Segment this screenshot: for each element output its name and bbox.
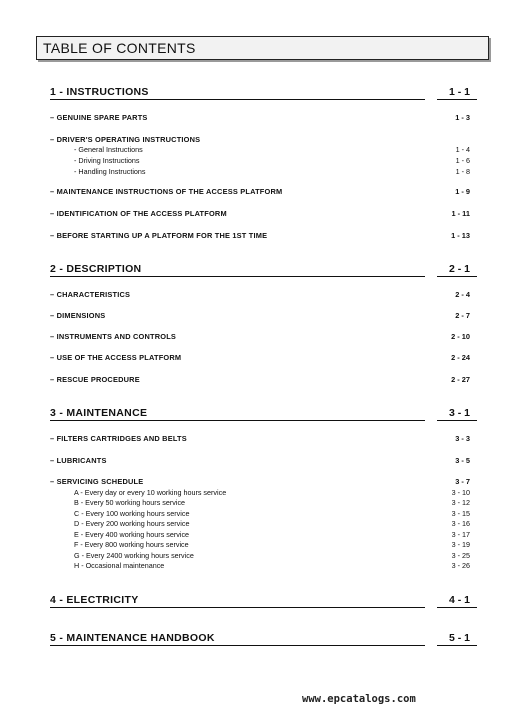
toc-entry-label: – BEFORE STARTING UP A PLATFORM FOR THE 1ST TIME (50, 231, 268, 240)
toc-entry-label: – INSTRUMENTS AND CONTROLS (50, 332, 177, 341)
toc-subentry-page: 3 - 12 (451, 498, 470, 507)
section-3-rule (50, 420, 425, 421)
toc-entry-page: 2 - 27 (451, 375, 470, 384)
toc-entry-page: 1 - 13 (451, 231, 470, 240)
section-2-page: 2 - 1 (448, 263, 470, 275)
section-4-page-rule (437, 607, 477, 608)
section-5-page-rule (437, 645, 477, 646)
toc-entry-page: 3 - 3 (455, 434, 470, 443)
toc-entry[interactable] (50, 113, 470, 124)
toc-entry[interactable] (50, 209, 470, 220)
toc-entry-label: – RESCUE PROCEDURE (50, 375, 140, 384)
toc-subentry-page: 3 - 16 (451, 519, 470, 528)
toc-subentry-label: - Handling Instructions (74, 167, 146, 176)
toc-title-box (36, 36, 489, 60)
toc-subentry-page: 3 - 25 (451, 551, 470, 560)
toc-entry-page: 1 - 11 (451, 209, 470, 218)
section-1-page-rule (437, 99, 477, 100)
toc-entry-page: 2 - 7 (455, 311, 470, 320)
section-2-title: 2 - DESCRIPTION (50, 263, 142, 275)
section-4-page: 4 - 1 (448, 594, 470, 606)
toc-entry[interactable] (50, 231, 470, 242)
toc-entry-page: 2 - 10 (451, 332, 470, 341)
toc-subentry-label: E - Every 400 working hours service (74, 530, 190, 539)
toc-subentry-label: C - Every 100 working hours service (74, 509, 190, 518)
toc-entry-label: – FILTERS CARTRIDGES AND BELTS (50, 434, 187, 443)
toc-subentry-label: B - Every 50 working hours service (74, 498, 186, 507)
toc-entry-label: – CHARACTERISTICS (50, 290, 131, 299)
toc-subentry-label: D - Every 200 working hours service (74, 519, 190, 528)
toc-subentry[interactable] (74, 488, 470, 498)
page-title: TABLE OF CONTENTS (43, 40, 196, 56)
toc-entry-page: 3 - 7 (455, 477, 470, 486)
toc-subentry[interactable] (74, 156, 470, 166)
toc-entry[interactable] (50, 311, 470, 322)
toc-entry-label: – USE OF THE ACCESS PLATFORM (50, 353, 182, 362)
section-5-rule (50, 645, 425, 646)
section-2-rule (50, 276, 425, 277)
watermark: www.epcatalogs.com (302, 693, 416, 705)
section-3-page-rule (437, 420, 477, 421)
toc-entry-label: – DRIVER'S OPERATING INSTRUCTIONS (50, 135, 201, 144)
section-4-title: 4 - ELECTRICITY (50, 594, 139, 606)
section-5-title: 5 - MAINTENANCE HANDBOOK (50, 632, 215, 644)
toc-subentry[interactable] (74, 530, 470, 540)
toc-entry-label: – SERVICING SCHEDULE (50, 477, 144, 486)
toc-subentry[interactable] (74, 561, 470, 571)
toc-entry-label: – LUBRICANTS (50, 456, 107, 465)
toc-entry-page: 1 - 9 (455, 187, 470, 196)
toc-entry[interactable] (50, 290, 470, 301)
toc-subentry-label: H - Occasional maintenance (74, 561, 165, 570)
toc-subentry-page: 3 - 17 (451, 530, 470, 539)
toc-entry-page: 3 - 5 (455, 456, 470, 465)
toc-subentry-page: 3 - 10 (451, 488, 470, 497)
toc-entry-page: 1 - 3 (455, 113, 470, 122)
toc-subentry-label: A - Every day or every 10 working hours service (74, 488, 227, 497)
toc-subentry-page: 1 - 4 (455, 145, 470, 154)
section-3-page: 3 - 1 (448, 407, 470, 419)
toc-entry-label: – DIMENSIONS (50, 311, 106, 320)
section-4-rule (50, 607, 425, 608)
toc-subentry-label: - Driving Instructions (74, 156, 140, 165)
toc-subentry[interactable] (74, 167, 470, 177)
section-2-page-rule (437, 276, 477, 277)
toc-subentry[interactable] (74, 519, 470, 529)
toc-subentry-page: 3 - 15 (451, 509, 470, 518)
toc-entry[interactable] (50, 456, 470, 467)
toc-subentry[interactable] (74, 509, 470, 519)
toc-entry[interactable] (50, 375, 470, 386)
toc-entry[interactable] (50, 187, 470, 198)
toc-subentry-page: 1 - 8 (455, 167, 470, 176)
toc-entry-page: 2 - 24 (451, 353, 470, 362)
toc-entry[interactable] (50, 332, 470, 343)
toc-subentry-label: - General Instructions (74, 145, 143, 154)
toc-entry[interactable] (50, 353, 470, 364)
toc-subentry-label: F - Every 800 working hours service (74, 540, 189, 549)
toc-subentry-page: 3 - 26 (451, 561, 470, 570)
toc-subentry[interactable] (74, 145, 470, 155)
section-1-title: 1 - INSTRUCTIONS (50, 86, 149, 98)
toc-entry-page: 2 - 4 (455, 290, 470, 299)
toc-subentry-page: 1 - 6 (455, 156, 470, 165)
toc-entry[interactable] (50, 434, 470, 445)
section-5-page: 5 - 1 (448, 632, 470, 644)
toc-entry[interactable] (50, 477, 470, 488)
toc-subentry[interactable] (74, 498, 470, 508)
section-1-page: 1 - 1 (448, 86, 470, 98)
toc-entry-label: – MAINTENANCE INSTRUCTIONS OF THE ACCESS PLATFORM (50, 187, 283, 196)
toc-subentry-page: 3 - 19 (451, 540, 470, 549)
toc-subentry[interactable] (74, 540, 470, 550)
section-3-title: 3 - MAINTENANCE (50, 407, 148, 419)
toc-subentry[interactable] (74, 551, 470, 561)
section-1-rule (50, 99, 425, 100)
toc-subentry-label: G - Every 2400 working hours service (74, 551, 194, 560)
toc-entry-label: – GENUINE SPARE PARTS (50, 113, 148, 122)
toc-entry-label: – IDENTIFICATION OF THE ACCESS PLATFORM (50, 209, 227, 218)
